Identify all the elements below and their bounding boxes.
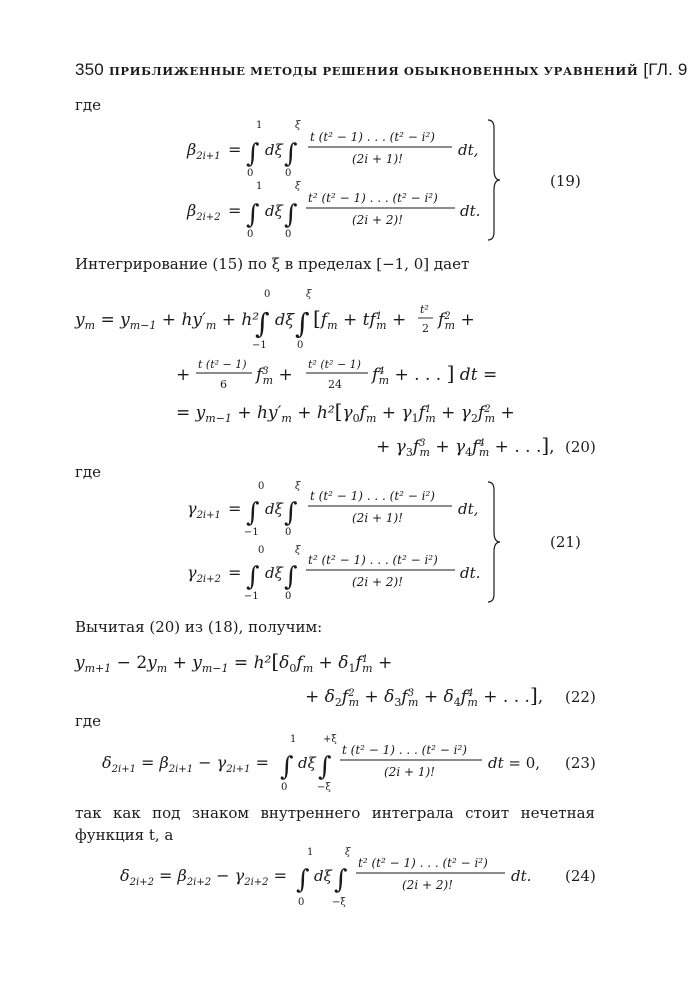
equation-20-line-1 (74, 289, 475, 351)
svg-text:∫: ∫ (296, 865, 310, 895)
svg-text:∫: ∫ (284, 562, 298, 592)
svg-text:t² (t² − 1): t² (t² − 1) (308, 358, 361, 371)
svg-text:∫: ∫ (284, 139, 298, 169)
svg-text:+ δ2f2m + δ3f3m + δ4f4m + . .: + $\delta_2f^2$ $m + \delta_3f^3$ $m + \delta_4f^4$ m + . . .], (305, 683, 544, 709)
svg-text:t² (t² − 1) . . . (t² − i²): t² (t² − 1) . . . (t² − i²) (308, 553, 438, 567)
svg-text:dξ: dξ (298, 754, 316, 772)
svg-text:t²: t² (420, 303, 429, 316)
svg-text:ξ: ξ (295, 545, 301, 556)
svg-text:β2i+2: $\beta_{2i+2}$ (187, 201, 221, 223)
svg-text:1: 1 (256, 181, 263, 192)
svg-text:dt,: dt, (458, 500, 479, 518)
svg-text:−ξ: −ξ (332, 897, 346, 908)
svg-text:t (t² − 1) . . . (t² − i²): t (t² − 1) . . . (t² − i²) (342, 743, 467, 757)
svg-text:1: 1 (307, 847, 314, 858)
svg-text:ξ: ξ (345, 847, 351, 858)
svg-text:6: 6 (220, 378, 227, 391)
svg-text:+ξ: +ξ (323, 734, 337, 745)
svg-text:t² (t² − 1) . . . (t² − i²): t² (t² − 1) . . . (t² − i²) (308, 191, 438, 205)
chapter-marker: [ГЛ. 9 (643, 60, 688, 79)
svg-text:dt,: dt, (458, 141, 479, 159)
svg-text:1: 1 (256, 120, 263, 131)
svg-text:f2m +: $f^2$ m + (438, 310, 475, 332)
svg-text:−1: −1 (252, 340, 267, 351)
equation-number-23: (23) (565, 754, 596, 772)
svg-text:dξ: dξ (265, 564, 283, 582)
svg-text:= ym−1 + hy′m + h²[γ0fm + γ1f1: = $y_{m-1} + hy'_m + h^2[\gamma_0f_m + \gamma_1f^1$ $m + \gamma_2f^2$ m + (176, 399, 515, 425)
svg-text:=: = (228, 201, 242, 220)
text-subtracting-line: Вычитая (20) из (18), получим: (75, 618, 323, 636)
svg-text:0: 0 (258, 545, 265, 556)
svg-text:t (t² − 1) . . . (t² − i²): t (t² − 1) . . . (t² − i²) (310, 130, 435, 144)
svg-text:+: + (176, 365, 191, 385)
svg-text:β2i+1: $\beta_{2i+1}$ (187, 140, 221, 162)
svg-text:−ξ: −ξ (317, 782, 331, 793)
svg-text:ym+1 − 2ym + ym−1 = h²[δ0fm +: $y_{m+1} - 2y_m + y_{m-1} = h^2[\delta_0f_m + \delta_1f^1$ m + (75, 649, 393, 675)
svg-text:(2i + 2)!: (2i + 2)! (352, 213, 403, 227)
svg-text:0: 0 (264, 289, 271, 300)
svg-text:γ2i+2: $\gamma_{2i+2}$ (187, 563, 221, 585)
svg-text:0: 0 (285, 229, 292, 240)
svg-text:=: = (228, 140, 242, 159)
svg-text:δ2i+2 = β2i+2 − γ2i+2 =: $\delta_{2i+2} = \beta_{2i+2} - \gamma_{2i+2}$ = (120, 866, 288, 888)
svg-text:0: 0 (247, 229, 254, 240)
svg-text:dξ: dξ (275, 310, 295, 329)
equation-22-line-2 (305, 683, 543, 709)
svg-text:0: 0 (285, 591, 292, 602)
equation-20-line-2 (176, 358, 497, 391)
svg-text:t (t² − 1): t (t² − 1) (198, 358, 247, 371)
text-where-2: где (75, 463, 101, 481)
equation-19 (186, 120, 500, 240)
svg-text:γ2i+1: $\gamma_{2i+1}$ (187, 499, 221, 521)
equation-22-line-1 (74, 649, 392, 675)
svg-text:dt.: dt. (460, 202, 481, 220)
svg-text:dt.: dt. (460, 564, 481, 582)
svg-text:dξ: dξ (265, 141, 283, 159)
svg-text:−1: −1 (244, 591, 259, 602)
svg-text:dξ: dξ (265, 500, 283, 518)
svg-text:ξ: ξ (295, 181, 301, 192)
svg-text:dt = 0,: dt = 0, (488, 754, 541, 772)
svg-text:(2i + 1)!: (2i + 1)! (352, 152, 403, 166)
svg-text:0: 0 (297, 340, 304, 351)
svg-text:∫: ∫ (246, 200, 260, 230)
text-where-1: где (75, 96, 101, 114)
svg-text:0: 0 (298, 897, 305, 908)
svg-text:∫: ∫ (334, 865, 348, 895)
equation-number-20: (20) (565, 438, 596, 456)
svg-text:∫: ∫ (318, 752, 332, 782)
svg-text:∫: ∫ (284, 200, 298, 230)
equation-22 (74, 649, 543, 709)
svg-text:∫: ∫ (284, 498, 298, 528)
text-odd-function-paragraph: так как под знаком внутреннего интеграла стоит нечетная функция t, а (75, 804, 595, 844)
svg-text:0: 0 (258, 481, 265, 492)
equation-number-24: (24) (565, 867, 596, 885)
svg-text:δ2i+1 = β2i+1 − γ2i+1 =: $\delta_{2i+1} = \beta_{2i+1} - \gamma_{2i+1}$ = (102, 753, 270, 775)
equation-21 (187, 481, 500, 602)
svg-text:0: 0 (281, 782, 288, 793)
svg-text:(2i + 1)!: (2i + 1)! (352, 511, 403, 525)
svg-text:0: 0 (285, 168, 292, 179)
svg-text:ξ: ξ (295, 120, 301, 131)
svg-text:f4m + . . . ] dt =: $f^4$ m + . . . ] dt = (372, 361, 498, 387)
svg-text:∫: ∫ (246, 498, 260, 528)
page-number: 350 (75, 60, 104, 79)
svg-text:ξ: ξ (306, 289, 312, 300)
svg-text:0: 0 (285, 527, 292, 538)
brace-21 (488, 482, 500, 602)
svg-text:∫: ∫ (246, 562, 260, 592)
equation-20-line-4 (376, 433, 555, 459)
svg-text:[fm + tf1m +: [$f_m + tf^1$ m + (313, 306, 407, 332)
svg-text:∫: ∫ (295, 307, 310, 340)
svg-text:−1: −1 (244, 527, 259, 538)
svg-text:1: 1 (290, 734, 297, 745)
equation-number-21: (21) (550, 533, 581, 551)
equation-19-line-2 (186, 181, 480, 240)
svg-text:=: = (228, 563, 242, 582)
text-integration-line: Интегрирование (15) по ξ в пределах [−1, 0] дает (75, 255, 470, 273)
svg-text:2: 2 (422, 322, 429, 335)
svg-text:dt.: dt. (511, 867, 532, 885)
svg-text:ym = ym−1 + hy′m + h²: $y_m = y_{m-1} + hy'_m + h^2$ (75, 310, 260, 332)
svg-text:∫: ∫ (280, 752, 294, 782)
svg-text:dξ: dξ (265, 202, 283, 220)
svg-text:∫: ∫ (246, 139, 260, 169)
svg-text:24: 24 (328, 378, 342, 391)
svg-text:∫: ∫ (255, 307, 270, 340)
brace-19 (488, 120, 500, 240)
equation-21-line-1 (187, 481, 478, 538)
equation-24 (120, 847, 531, 908)
svg-text:=: = (228, 499, 242, 518)
equation-19-line-1 (186, 120, 478, 179)
svg-text:+ γ3f3m + γ4f4m + . . .],: + $\gamma_3f^3$ $m + \gamma_4f^4$ m + . . .], (376, 433, 555, 459)
equation-number-19: (19) (550, 172, 581, 190)
svg-text:dξ: dξ (314, 867, 332, 885)
equation-23 (102, 734, 540, 793)
svg-text:ξ: ξ (295, 481, 301, 492)
svg-text:(2i + 2)!: (2i + 2)! (402, 878, 453, 892)
svg-text:f3m +: $f^3$ m + (256, 365, 293, 387)
svg-text:(2i + 1)!: (2i + 1)! (384, 765, 435, 779)
running-title: ПРИБЛИЖЕННЫЕ МЕТОДЫ РЕШЕНИЯ ОБЫКНОВЕННЫХ УРАВНЕНИЙ (108, 64, 639, 78)
equation-20 (74, 289, 555, 459)
equation-20-line-3 (176, 399, 515, 425)
svg-text:0: 0 (247, 168, 254, 179)
svg-text:t² (t² − 1) . . . (t² − i²): t² (t² − 1) . . . (t² − i²) (358, 856, 488, 870)
svg-text:t (t² − 1) . . . (t² − i²): t (t² − 1) . . . (t² − i²) (310, 489, 435, 503)
equation-number-22: (22) (565, 688, 596, 706)
svg-text:(2i + 2)!: (2i + 2)! (352, 575, 403, 589)
text-where-3: где (75, 712, 101, 730)
equation-21-line-2 (187, 545, 480, 602)
